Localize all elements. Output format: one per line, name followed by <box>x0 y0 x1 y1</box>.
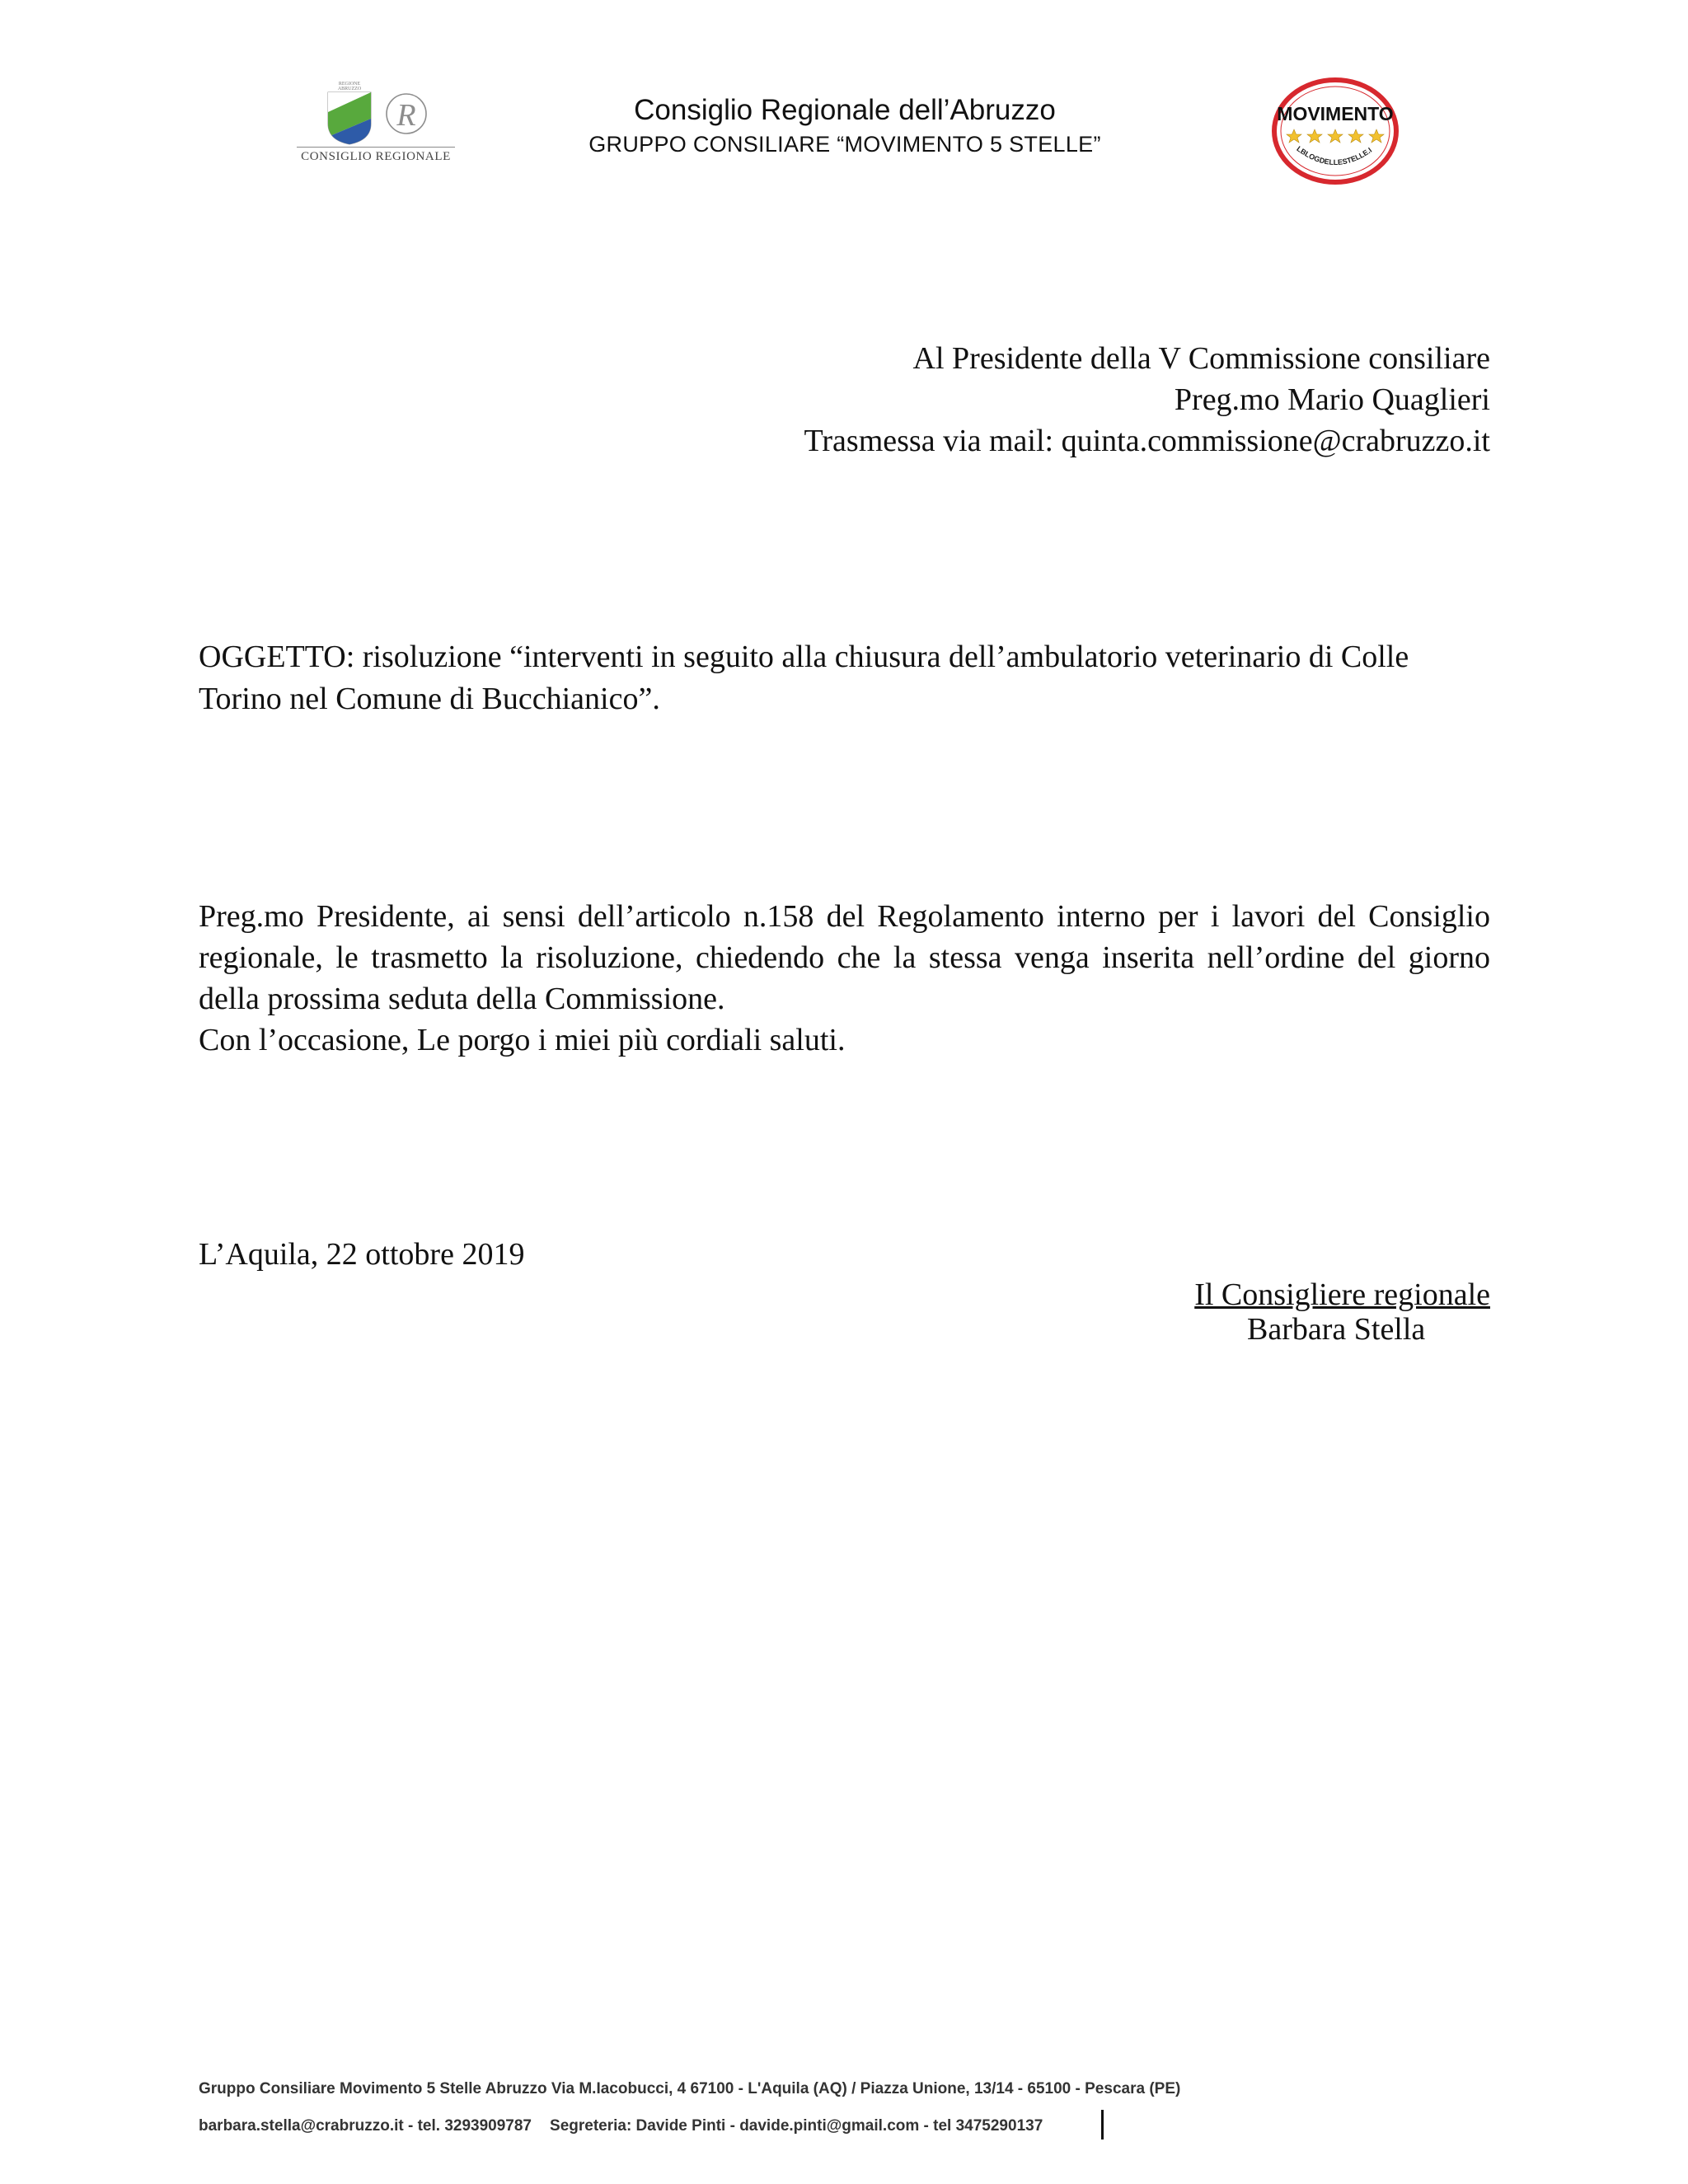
header-title: Consiglio Regionale dell’Abruzzo <box>634 94 1056 126</box>
footer-contact: barbara.stella@crabruzzo.it - tel. 3293909787 <box>199 2117 532 2135</box>
footer-contacts <box>199 2117 1043 2135</box>
svg-text:MOVIMENTO: MOVIMENTO <box>1277 103 1394 124</box>
recipient-block <box>501 338 1490 462</box>
consiglio-regionale-logo <box>297 79 455 170</box>
subject-line: OGGETTO: risoluzione “interventi in seguito alla chiusura dell’ambulatorio veterinario di Colle Torino nel Comune di Bucchianico”. <box>199 640 1409 716</box>
body-paragraph: Preg.mo Presidente, ai sensi dell’articolo n.158 del Regolamento interno per i lavori del Consiglio regionale, le trasmetto la risoluzione, chiedendo che la stessa venga inserita nell’ordine del giorno della prossima seduta della Commissione. <box>199 899 1490 1016</box>
logo-caption: CONSIGLIO REGIONALE <box>301 150 451 163</box>
letter-body <box>199 896 1490 1061</box>
recipient-line: Al Presidente della V Commissione consiliare <box>912 341 1490 376</box>
abruzzo-crest-icon <box>321 79 429 145</box>
movimento-5-stelle-logo <box>1272 77 1399 185</box>
svg-text:ILBLOGDELLESTELLE.IT: LBLOGDELLESTELLE.I <box>1295 144 1374 167</box>
footer-secretariat: Segreteria: Davide Pinti - davide.pinti@gmail.com - tel 3475290137 <box>550 2117 1043 2135</box>
signer-role: Il Consigliere regionale <box>1194 1277 1490 1312</box>
body-closing: Con l’occasione, Le porgo i miei più cordiali saluti. <box>199 1023 846 1057</box>
logo-divider <box>297 147 455 148</box>
svg-text:ABRUZZO: ABRUZZO <box>337 87 362 91</box>
place-date: L’Aquila, 22 ottobre 2019 <box>199 1237 525 1272</box>
header-subtitle: GRUPPO CONSILIARE “MOVIMENTO 5 STELLE” <box>588 132 1101 157</box>
footer-divider <box>1101 2110 1104 2139</box>
svg-text:R: R <box>396 98 416 133</box>
footer-address: Gruppo Consiliare Movimento 5 Stelle Abruzzo Via M.Iacobucci, 4 67100 - L'Aquila (AQ) / Piazza Unione, 13/14 - 65100 - Pescara (PE) <box>199 2080 1181 2097</box>
recipient-line: Preg.mo Mario Quaglieri <box>1174 382 1490 417</box>
signer-name: Barbara Stella <box>1247 1312 1426 1347</box>
svg-text:REGIONE: REGIONE <box>338 82 361 87</box>
m5s-badge-icon <box>1272 77 1399 185</box>
recipient-email-line: Trasmessa via mail: quinta.commissione@crabruzzo.it <box>804 424 1490 458</box>
